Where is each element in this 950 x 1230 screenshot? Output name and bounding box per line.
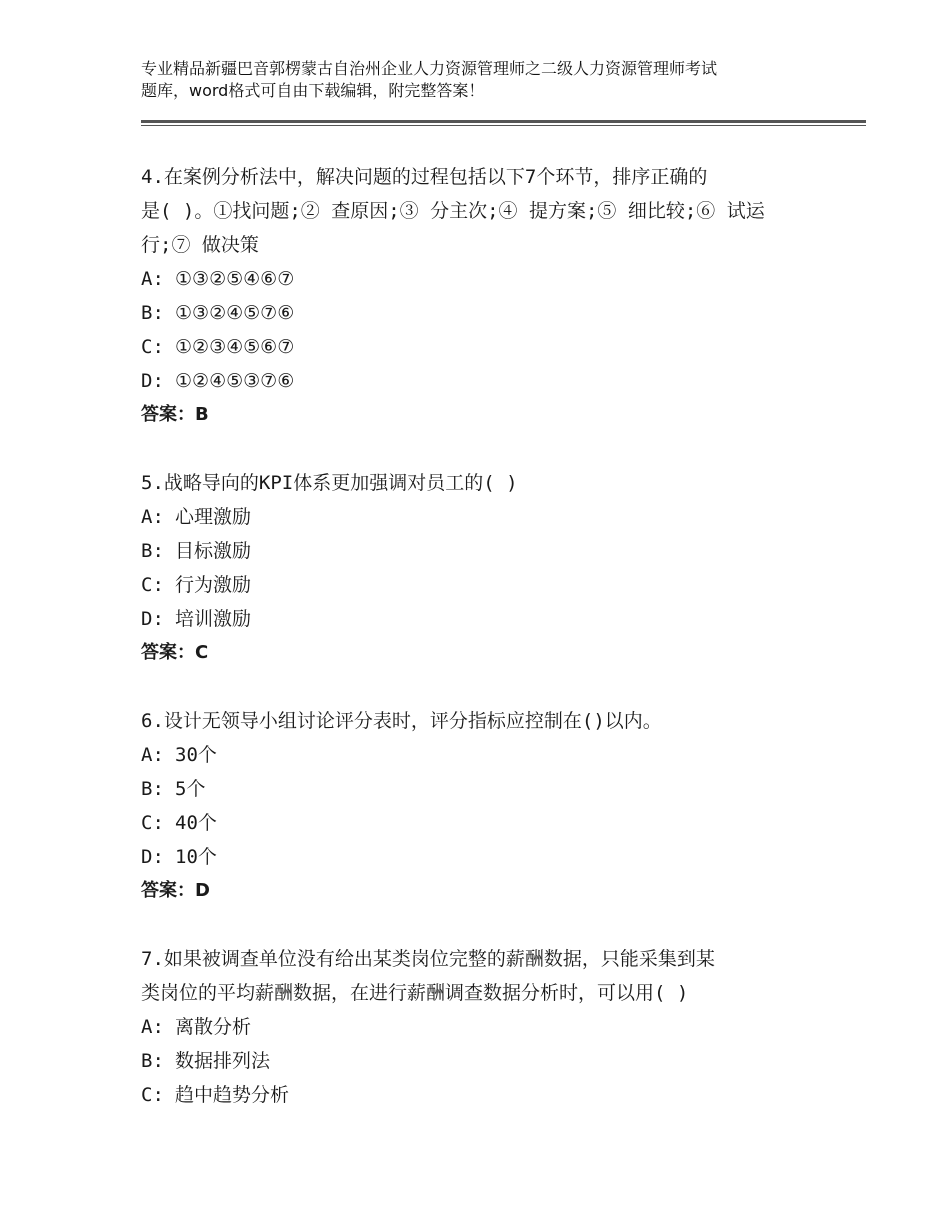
option-c xyxy=(141,568,821,602)
answer-line: 答案：C xyxy=(141,642,209,663)
option-letter: A: xyxy=(141,268,164,290)
option-a xyxy=(141,500,821,534)
question-7 xyxy=(141,942,821,1112)
question-text xyxy=(141,942,821,1010)
option-a xyxy=(141,1010,821,1044)
option-letter: D: xyxy=(141,846,164,868)
option-b xyxy=(141,1044,821,1078)
option-letter: B: xyxy=(141,778,164,800)
question-6 xyxy=(141,704,821,908)
option-a xyxy=(141,262,821,296)
option-letter: A: xyxy=(141,506,164,528)
question-spacer xyxy=(141,908,821,942)
question-text-line: 类岗位的平均薪酬数据，在进行薪酬调查数据分析时，可以用( ) xyxy=(141,982,689,1004)
option-text: 40个 xyxy=(175,812,217,834)
option-text: ①②④⑤③⑦⑥ xyxy=(175,370,295,392)
option-text: 行为激励 xyxy=(175,574,252,596)
question-4 xyxy=(141,160,821,432)
option-letter: C: xyxy=(141,1084,164,1106)
option-text: 30个 xyxy=(175,744,217,766)
answer-line: 答案：B xyxy=(141,404,209,425)
option-text: 目标激励 xyxy=(175,540,252,562)
option-a xyxy=(141,738,821,772)
option-c xyxy=(141,806,821,840)
question-text xyxy=(141,704,821,738)
question-text-line: 6.设计无领导小组讨论评分表时，评分指标应控制在()以内。 xyxy=(141,710,662,732)
option-text: 培训激励 xyxy=(175,608,252,630)
option-b xyxy=(141,772,821,806)
option-letter: B: xyxy=(141,540,164,562)
option-c xyxy=(141,330,821,364)
option-letter: C: xyxy=(141,574,164,596)
header-divider-thin xyxy=(141,125,866,126)
question-text-line: 7.如果被调查单位没有给出某类岗位完整的薪酬数据，只能采集到某 xyxy=(141,948,715,970)
option-text: 心理激励 xyxy=(175,506,252,528)
question-text xyxy=(141,466,821,500)
option-text: 离散分析 xyxy=(175,1016,252,1038)
option-b xyxy=(141,534,821,568)
question-text-line: 行;⑦ 做决策 xyxy=(141,234,259,256)
question-text xyxy=(141,160,821,262)
option-d xyxy=(141,364,821,398)
document-header xyxy=(141,58,841,102)
option-letter: B: xyxy=(141,1050,164,1072)
header-line-2: 题库，word格式可自由下载编辑，附完整答案！ xyxy=(141,81,485,100)
option-letter: A: xyxy=(141,1016,164,1038)
option-letter: D: xyxy=(141,608,164,630)
option-letter: A: xyxy=(141,744,164,766)
option-c xyxy=(141,1078,821,1112)
option-text: 10个 xyxy=(175,846,217,868)
question-5 xyxy=(141,466,821,670)
option-d xyxy=(141,602,821,636)
header-divider-thick xyxy=(141,120,866,123)
option-text: ①③②⑤④⑥⑦ xyxy=(175,268,295,290)
option-letter: C: xyxy=(141,812,164,834)
question-list xyxy=(141,160,821,1112)
answer-line: 答案：D xyxy=(141,880,210,901)
option-text: ①③②④⑤⑦⑥ xyxy=(175,302,295,324)
option-letter: B: xyxy=(141,302,164,324)
question-text-line: 是( )。①找问题;② 查原因;③ 分主次;④ 提方案;⑤ 细比较;⑥ 试运 xyxy=(141,200,765,222)
option-letter: D: xyxy=(141,370,164,392)
question-spacer xyxy=(141,670,821,704)
option-text: 趋中趋势分析 xyxy=(175,1084,290,1106)
question-spacer xyxy=(141,432,821,466)
option-b xyxy=(141,296,821,330)
option-text: 5个 xyxy=(175,778,206,800)
option-d xyxy=(141,840,821,874)
option-text: ①②③④⑤⑥⑦ xyxy=(175,336,295,358)
question-text-line: 4.在案例分析法中，解决问题的过程包括以下7个环节，排序正确的 xyxy=(141,166,708,188)
question-text-line: 5.战略导向的KPI体系更加强调对员工的( ) xyxy=(141,472,518,494)
header-line-1: 专业精品新疆巴音郭楞蒙古自治州企业人力资源管理师之二级人力资源管理师考试 xyxy=(141,59,718,78)
option-text: 数据排列法 xyxy=(175,1050,271,1072)
option-letter: C: xyxy=(141,336,164,358)
